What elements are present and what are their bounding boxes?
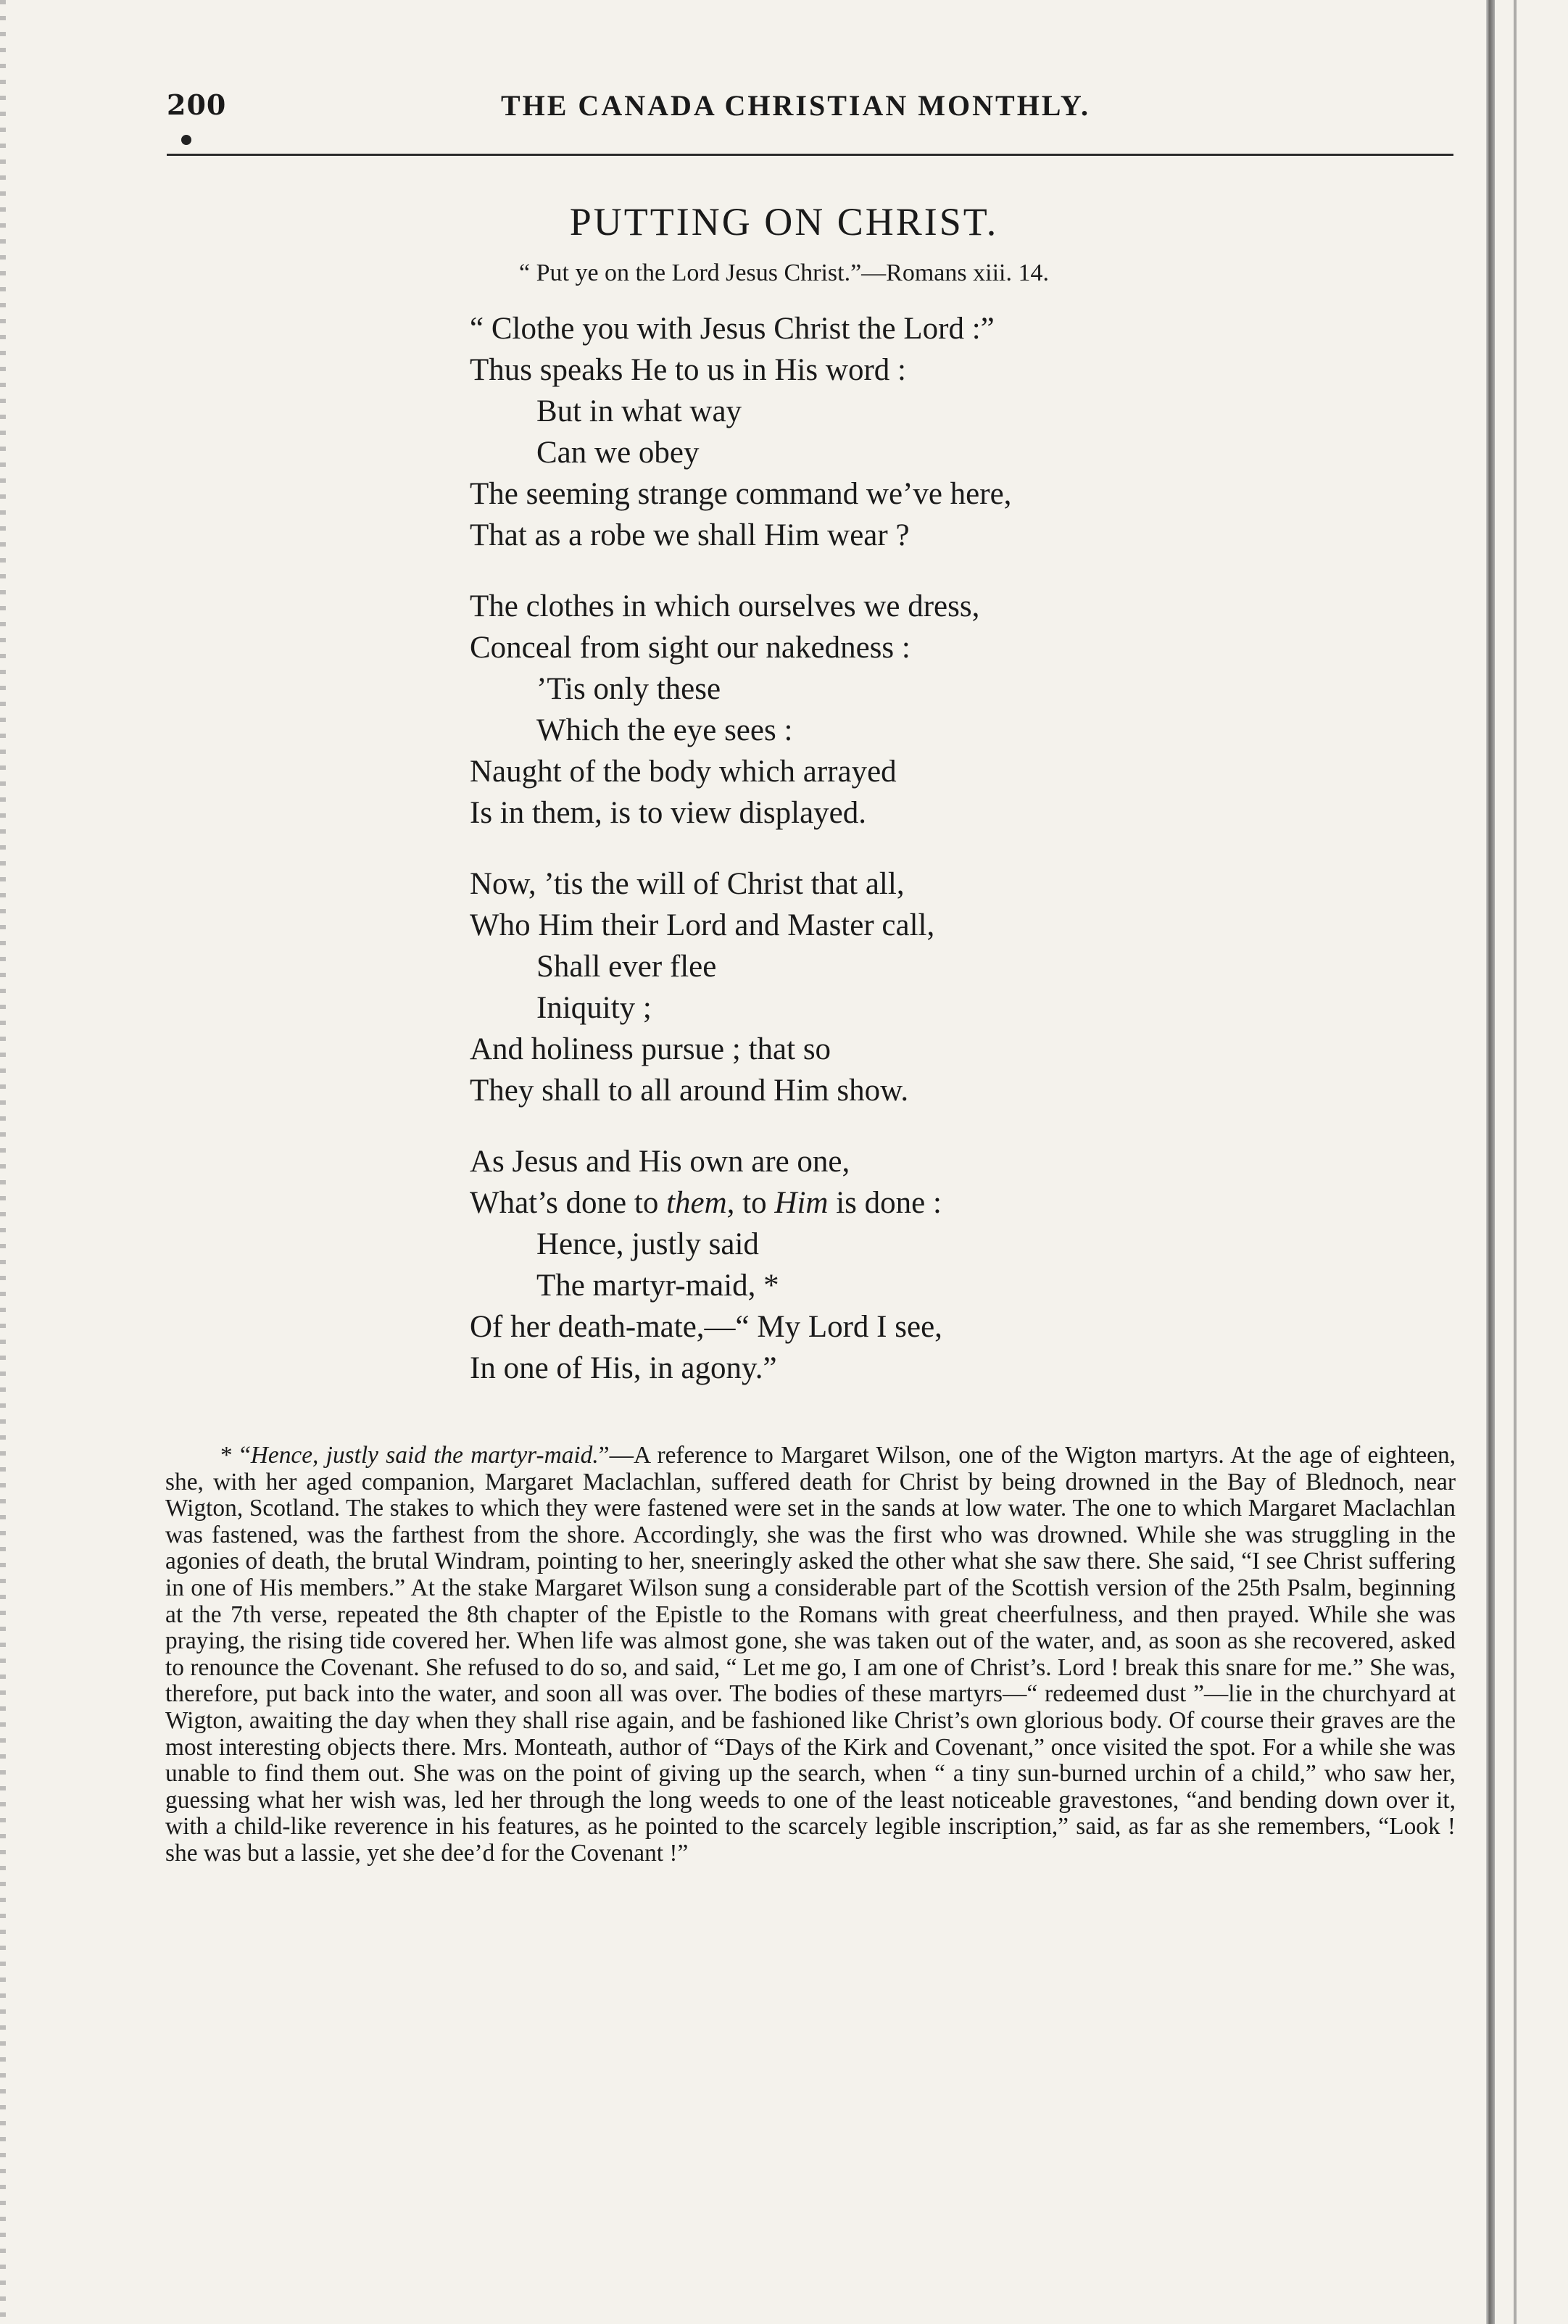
poem-fragment: to: [742, 1186, 767, 1220]
poem-italic-him: Him: [774, 1186, 829, 1220]
poem-line: Thus speaks He to us in His word :: [470, 353, 906, 387]
page-number: 200: [167, 88, 227, 121]
page-header: [167, 88, 1424, 139]
footnote-lead-close: ”: [598, 1442, 610, 1469]
poem-line: The clothes in which ourselves we dress,: [470, 589, 980, 623]
poem-line: Iniquity ;: [536, 991, 652, 1025]
poem-line: Now, ’tis the will of Christ that all,: [470, 867, 905, 901]
article-title: PUTTING ON CHRIST.: [569, 200, 999, 244]
poem-line: And holiness pursue ; that so: [470, 1032, 831, 1066]
binding-edge: [1486, 0, 1495, 2324]
poem-line: ’Tis only these: [536, 672, 721, 706]
poem-line: Is in them, is to view displayed.: [470, 796, 866, 830]
stanza-3: [470, 863, 1412, 1111]
poem-line: Who Him their Lord and Master call,: [470, 908, 935, 942]
poem-line: They shall to all around Him show.: [470, 1074, 909, 1108]
poem-fragment: What’s done to: [470, 1186, 659, 1220]
poem-line: In one of His, in agony.”: [470, 1351, 777, 1385]
stanza-1: [470, 308, 1412, 556]
poem-line: “ Clothe you with Jesus Christ the Lord :”: [470, 312, 995, 346]
poem-line: Naught of the body which arrayed: [470, 755, 897, 789]
binding-edge-line: [1514, 0, 1517, 2324]
poem-line: But in what way: [536, 394, 742, 428]
running-head: THE CANADA CHRISTIAN MONTHLY.: [500, 89, 1091, 122]
footnote: [165, 1443, 1456, 1867]
poem-line: Hence, justly said: [536, 1227, 759, 1261]
stanza-2: [470, 586, 1412, 834]
stanza-4: [470, 1141, 1412, 1389]
poem-line: Can we obey: [536, 436, 700, 470]
poem-line: That as a robe we shall Him wear ?: [470, 518, 910, 552]
left-margin-artifact: [0, 0, 6, 2324]
footnote-lead: Hence, justly said the martyr-maid.: [250, 1442, 599, 1469]
poem-italic-them: them,: [666, 1186, 735, 1220]
poem-line-mixed: [470, 1182, 1412, 1224]
poem-line: Which the eye sees :: [536, 713, 793, 747]
poem-line: The martyr-maid, *: [536, 1269, 779, 1303]
poem-line: Conceal from sight our nakedness :: [470, 631, 910, 665]
poem-line: Of her death-mate,—“ My Lord I see,: [470, 1310, 942, 1344]
poem: [470, 308, 1412, 1419]
footnote-text: —A reference to Margaret Wilson, one of the Wigton martyrs. At the age of eighteen, she, with her aged companion, Margaret Maclachlan, suffered death for Christ by being drowned in the Bay of Blednoch, near Wigton, Scotland. The stakes to which they were fastened were set in the sands at low water. The one to which Margaret Maclachlan was fastened, was the farthest from the shore. Accordingly, she was the first who was drowned. While she was struggling in the agonies of death, the brutal Windram, pointing to her, sneeringly asked the other what she saw there. She said, “I see Christ suffering in one of His members.” At the stake Margaret Wilson sung a considerable part of the Scottish version of the 25th Psalm, beginning at the 7th verse, repeated the 8th chapter of the Epistle to the Romans with great cheerfulness, and then prayed. While she was praying, the rising tide covered her. When life was almost gone, she was taken out of the water, and, as soon as she recovered, asked to renounce the Covenant. She refused to do so, and said, “ Let me go, I am one of Christ’s. Lord ! break this snare for me.” She was, therefore, put back into the water, and soon all was over. The bodies of these martyrs—“ redeemed dust ”—lie in the churchyard at Wigton, awaiting the day when they shall rise again, and be fashioned like Christ’s own glorious body. Of course their graves are the most interesting objects there. Mrs. Monteath, author of “Days of the Kirk and Covenant,” once visited the spot. For a while she was unable to find them out. She was on the point of giving up the search, when “ a tiny sun-burned urchin of a child,” who saw her, guessing what her wish was, led her through the long weeds to one of the least noticeable gravestones, “and bending down over it, with a child-like reverence in his features, as he pointed to the scarcely legible inscription,” said, as far as she remembers, “Look ! she was but a lassie, yet she dee’d for the Covenant !”: [165, 1442, 1456, 1867]
header-dot: [181, 135, 191, 145]
epigraph: “ Put ye on the Lord Jesus Christ.”—Romans xiii. 14.: [519, 260, 1049, 286]
poem-line: As Jesus and His own are one,: [470, 1145, 850, 1179]
poem-fragment: is done :: [836, 1186, 942, 1220]
poem-line: Shall ever flee: [536, 950, 717, 984]
footnote-marker: * “: [220, 1442, 251, 1469]
header-rule: [167, 154, 1453, 156]
poem-line: The seeming strange command we’ve here,: [470, 477, 1012, 511]
